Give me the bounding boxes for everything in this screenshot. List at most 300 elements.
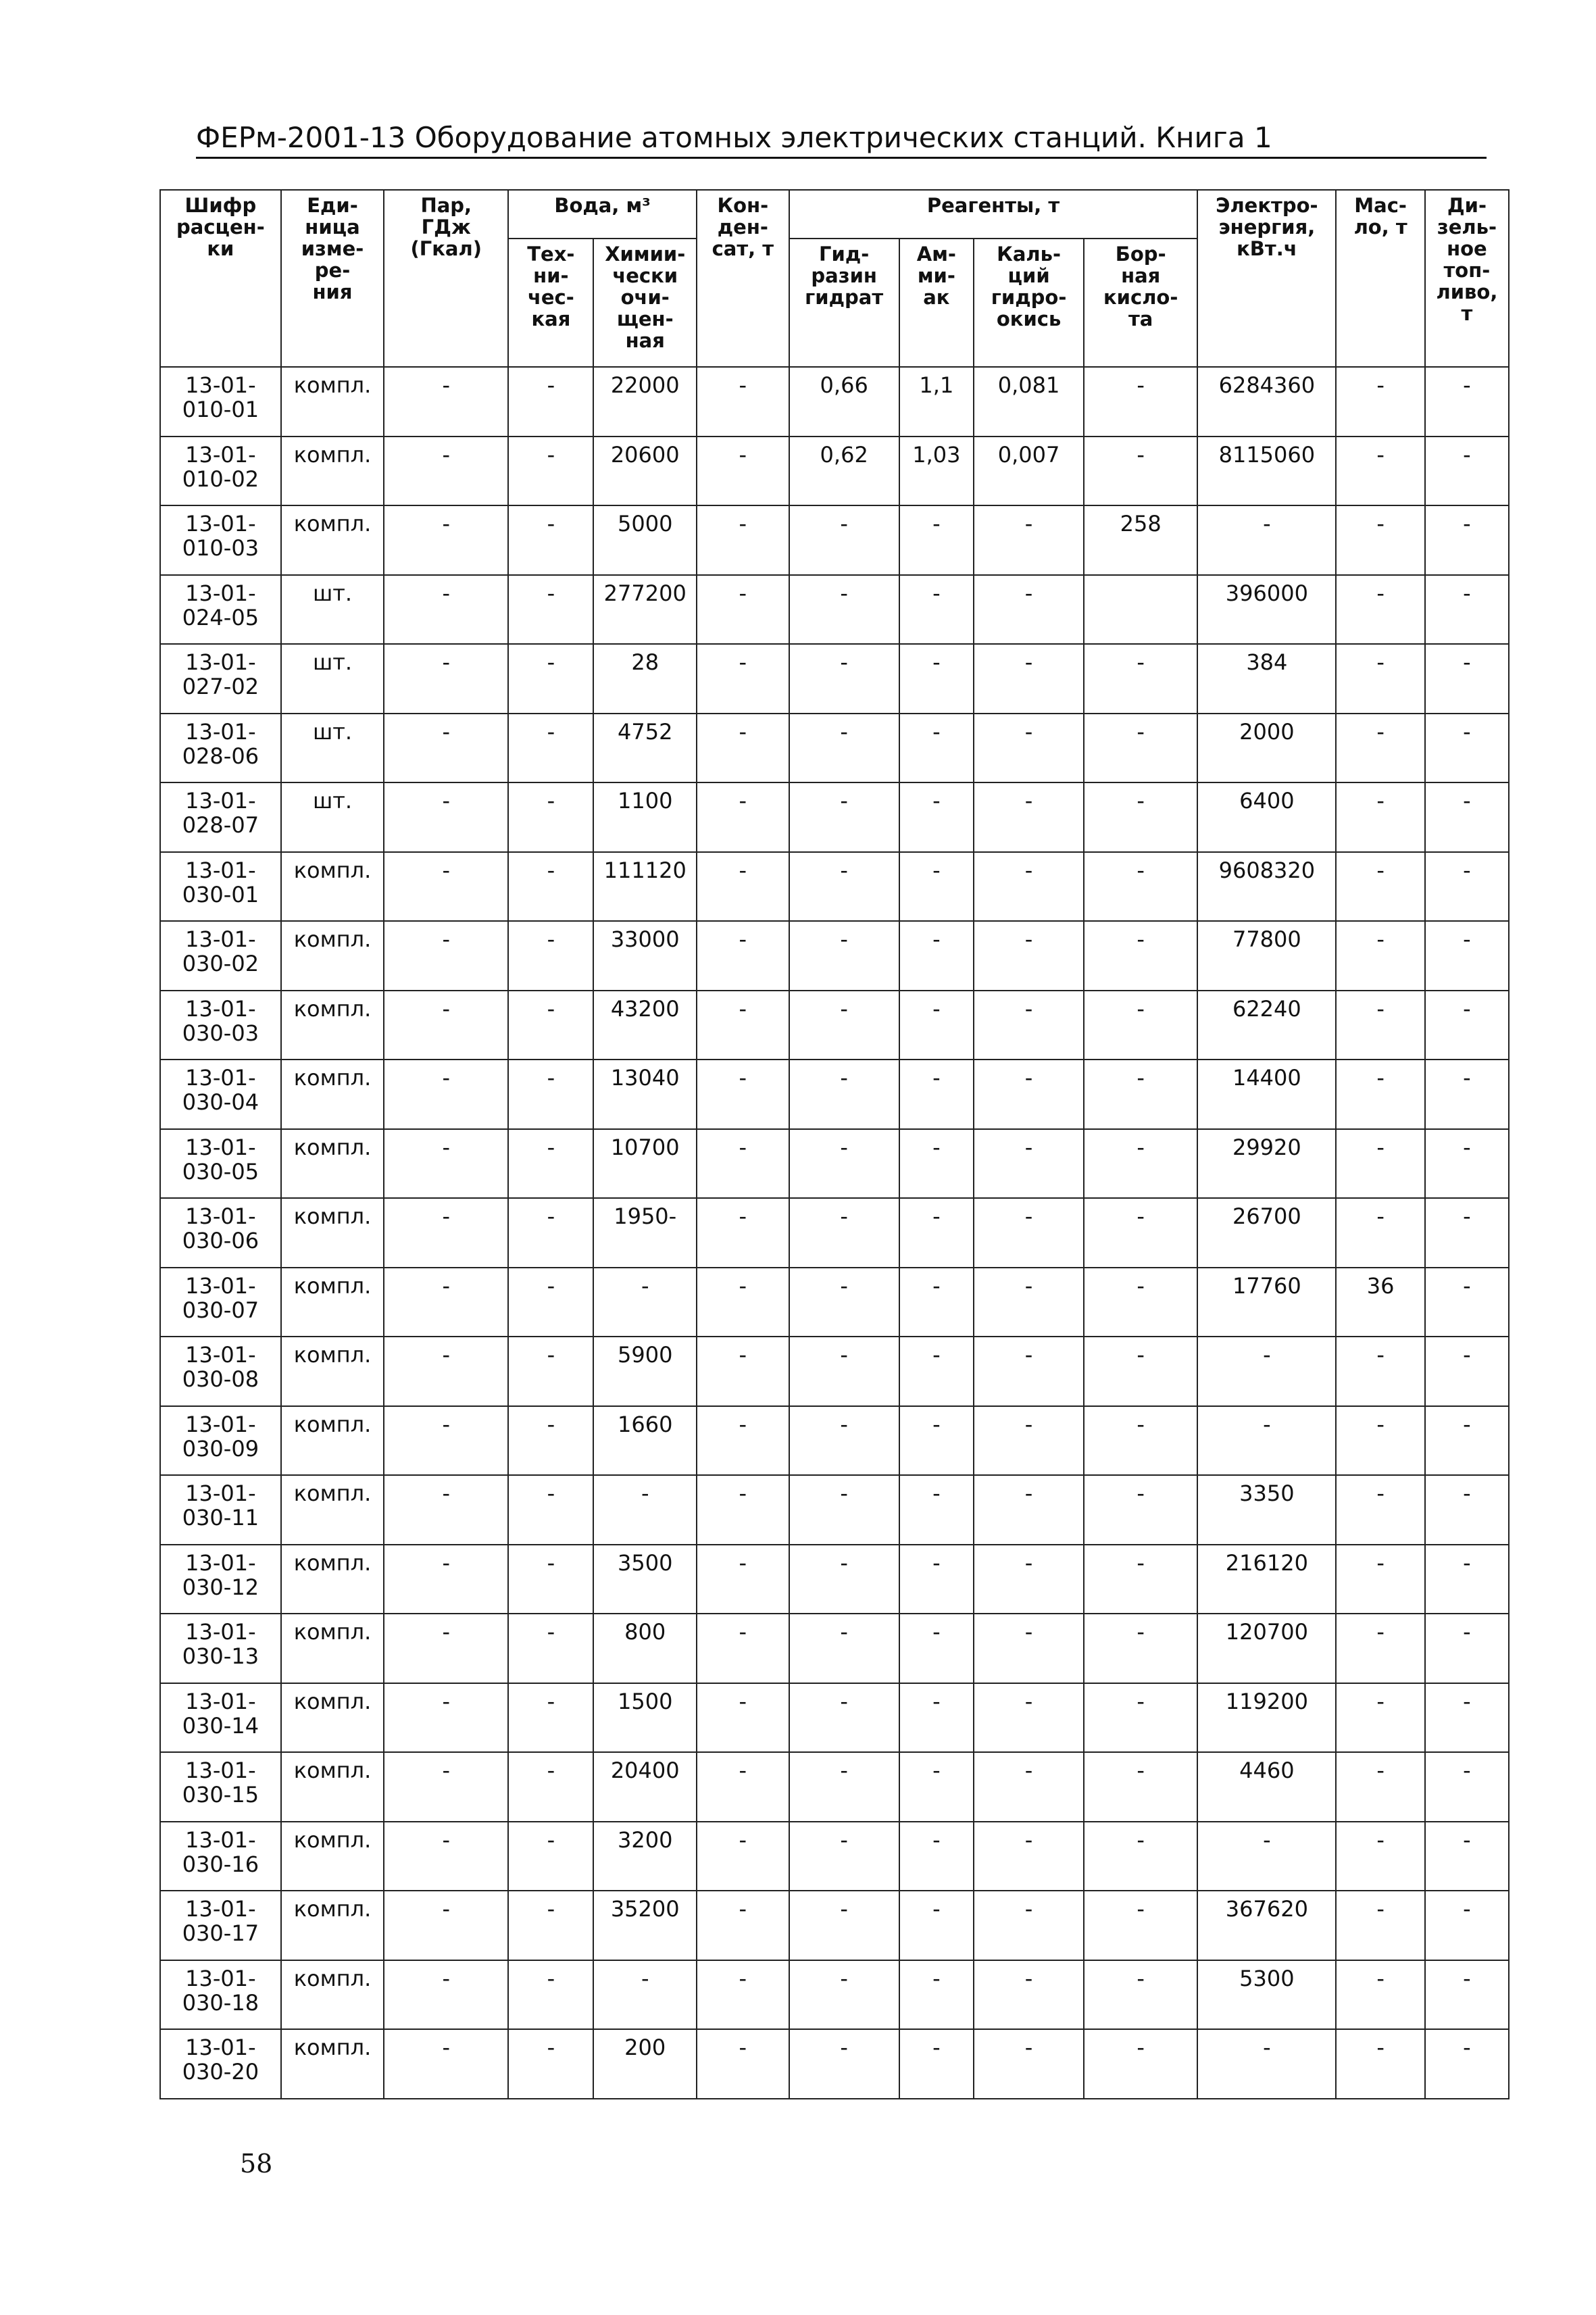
- steam-cell: -: [384, 1475, 508, 1545]
- calcium-cell: -: [974, 852, 1084, 922]
- diesel-cell: -: [1425, 1752, 1509, 1822]
- electricity-cell: 77800: [1197, 921, 1336, 991]
- boric-acid-cell: -: [1084, 2029, 1197, 2099]
- tech-water-cell: -: [508, 505, 593, 575]
- ammonia-cell: -: [899, 921, 974, 991]
- diesel-cell: -: [1425, 575, 1509, 645]
- boric-acid-cell: [1084, 575, 1197, 645]
- table-row: [160, 2029, 1509, 2099]
- chem-water-cell: -: [593, 1960, 697, 2030]
- steam-cell: -: [384, 1683, 508, 1753]
- electricity-cell: 216120: [1197, 1545, 1336, 1614]
- tech-water-cell: -: [508, 714, 593, 783]
- electricity-cell: -: [1197, 1822, 1336, 1891]
- hydrazine-cell: -: [789, 1545, 899, 1614]
- rate-code-cell: 13-01- 030-15: [160, 1752, 281, 1822]
- rate-code-cell: 13-01- 010-03: [160, 505, 281, 575]
- ammonia-cell: -: [899, 1060, 974, 1129]
- oil-cell: -: [1336, 1752, 1424, 1822]
- unit-cell: компл.: [281, 1822, 384, 1891]
- diesel-cell: -: [1425, 1268, 1509, 1337]
- condensate-cell: -: [697, 1337, 789, 1406]
- chem-water-cell: 1100: [593, 782, 697, 852]
- condensate-cell: -: [697, 1060, 789, 1129]
- steam-cell: -: [384, 1545, 508, 1614]
- oil-cell: -: [1336, 1545, 1424, 1614]
- rate-code-cell: 13-01- 010-02: [160, 437, 281, 506]
- steam-cell: -: [384, 852, 508, 922]
- steam-cell: -: [384, 1129, 508, 1199]
- condensate-cell: -: [697, 714, 789, 783]
- boric-acid-cell: -: [1084, 644, 1197, 714]
- condensate-cell: -: [697, 1545, 789, 1614]
- electricity-cell: 120700: [1197, 1614, 1336, 1683]
- tech-water-cell: -: [508, 782, 593, 852]
- electricity-cell: 4460: [1197, 1752, 1336, 1822]
- diesel-cell: -: [1425, 437, 1509, 506]
- boric-acid-cell: -: [1084, 1268, 1197, 1337]
- unit-cell: компл.: [281, 1545, 384, 1614]
- calcium-cell: -: [974, 1475, 1084, 1545]
- unit-cell: компл.: [281, 1475, 384, 1545]
- chem-water-cell: 1660: [593, 1406, 697, 1476]
- table-row: [160, 575, 1509, 645]
- table-body: [160, 367, 1509, 2099]
- chem-water-cell: 277200: [593, 575, 697, 645]
- diesel-cell: -: [1425, 367, 1509, 437]
- hydrazine-cell: -: [789, 1406, 899, 1476]
- tech-water-cell: -: [508, 2029, 593, 2099]
- header-boric: Бор- ная кисло- та: [1084, 239, 1197, 367]
- unit-cell: компл.: [281, 1614, 384, 1683]
- chem-water-cell: 20400: [593, 1752, 697, 1822]
- hydrazine-cell: -: [789, 1060, 899, 1129]
- chem-water-cell: 35200: [593, 1891, 697, 1960]
- oil-cell: -: [1336, 991, 1424, 1060]
- tech-water-cell: -: [508, 1198, 593, 1268]
- unit-cell: компл.: [281, 437, 384, 506]
- boric-acid-cell: -: [1084, 1960, 1197, 2030]
- rate-code-cell: 13-01- 030-07: [160, 1268, 281, 1337]
- chem-water-cell: 3500: [593, 1545, 697, 1614]
- tech-water-cell: -: [508, 1614, 593, 1683]
- rate-code-cell: 13-01- 030-13: [160, 1614, 281, 1683]
- electricity-cell: 384: [1197, 644, 1336, 714]
- tech-water-cell: -: [508, 1475, 593, 1545]
- chem-water-cell: 5000: [593, 505, 697, 575]
- boric-acid-cell: -: [1084, 1822, 1197, 1891]
- unit-cell: компл.: [281, 852, 384, 922]
- boric-acid-cell: -: [1084, 714, 1197, 783]
- hydrazine-cell: -: [789, 1129, 899, 1199]
- hydrazine-cell: -: [789, 714, 899, 783]
- chem-water-cell: 111120: [593, 852, 697, 922]
- rate-code-cell: 13-01- 030-16: [160, 1822, 281, 1891]
- rate-code-cell: 13-01- 030-06: [160, 1198, 281, 1268]
- table-row: [160, 714, 1509, 783]
- rate-code-cell: 13-01- 028-07: [160, 782, 281, 852]
- condensate-cell: -: [697, 1822, 789, 1891]
- boric-acid-cell: -: [1084, 991, 1197, 1060]
- boric-acid-cell: -: [1084, 852, 1197, 922]
- oil-cell: -: [1336, 1337, 1424, 1406]
- table-row: [160, 367, 1509, 437]
- condensate-cell: -: [697, 1891, 789, 1960]
- tech-water-cell: -: [508, 1822, 593, 1891]
- tech-water-cell: -: [508, 437, 593, 506]
- table-row: [160, 991, 1509, 1060]
- header-diesel: Ди- зель- ное топ- ливо, т: [1425, 190, 1509, 367]
- diesel-cell: -: [1425, 1891, 1509, 1960]
- tech-water-cell: -: [508, 575, 593, 645]
- electricity-cell: -: [1197, 1337, 1336, 1406]
- oil-cell: -: [1336, 575, 1424, 645]
- boric-acid-cell: -: [1084, 1891, 1197, 1960]
- table-row: [160, 1129, 1509, 1199]
- oil-cell: -: [1336, 1475, 1424, 1545]
- hydrazine-cell: -: [789, 1752, 899, 1822]
- rate-code-cell: 13-01- 030-05: [160, 1129, 281, 1199]
- oil-cell: -: [1336, 2029, 1424, 2099]
- table-row: [160, 852, 1509, 922]
- ammonia-cell: 1,1: [899, 367, 974, 437]
- condensate-cell: -: [697, 1198, 789, 1268]
- hydrazine-cell: -: [789, 1822, 899, 1891]
- ammonia-cell: -: [899, 1891, 974, 1960]
- diesel-cell: -: [1425, 1960, 1509, 2030]
- calcium-cell: -: [974, 1268, 1084, 1337]
- boric-acid-cell: -: [1084, 1129, 1197, 1199]
- oil-cell: -: [1336, 1198, 1424, 1268]
- ammonia-cell: -: [899, 1198, 974, 1268]
- steam-cell: -: [384, 1752, 508, 1822]
- electricity-cell: 6284360: [1197, 367, 1336, 437]
- tech-water-cell: -: [508, 1683, 593, 1753]
- hydrazine-cell: -: [789, 1337, 899, 1406]
- calcium-cell: -: [974, 1198, 1084, 1268]
- unit-cell: компл.: [281, 1198, 384, 1268]
- unit-cell: компл.: [281, 921, 384, 991]
- rate-code-cell: 13-01- 030-17: [160, 1891, 281, 1960]
- calcium-cell: -: [974, 921, 1084, 991]
- rate-code-cell: 13-01- 030-01: [160, 852, 281, 922]
- steam-cell: -: [384, 1337, 508, 1406]
- header-water: Вода, м³: [508, 190, 697, 239]
- condensate-cell: -: [697, 1614, 789, 1683]
- electricity-cell: 29920: [1197, 1129, 1336, 1199]
- ammonia-cell: -: [899, 505, 974, 575]
- ammonia-cell: 1,03: [899, 437, 974, 506]
- header-ammonia: Ам- ми- ак: [899, 239, 974, 367]
- steam-cell: -: [384, 575, 508, 645]
- chem-water-cell: -: [593, 1268, 697, 1337]
- boric-acid-cell: -: [1084, 1060, 1197, 1129]
- steam-cell: -: [384, 367, 508, 437]
- diesel-cell: -: [1425, 1060, 1509, 1129]
- boric-acid-cell: -: [1084, 1198, 1197, 1268]
- ammonia-cell: -: [899, 1545, 974, 1614]
- calcium-cell: -: [974, 575, 1084, 645]
- steam-cell: -: [384, 644, 508, 714]
- tech-water-cell: -: [508, 991, 593, 1060]
- condensate-cell: -: [697, 782, 789, 852]
- unit-cell: шт.: [281, 782, 384, 852]
- diesel-cell: -: [1425, 1337, 1509, 1406]
- calcium-cell: -: [974, 1406, 1084, 1476]
- chem-water-cell: 1950-: [593, 1198, 697, 1268]
- hydrazine-cell: -: [789, 505, 899, 575]
- electricity-cell: 3350: [1197, 1475, 1336, 1545]
- hydrazine-cell: -: [789, 852, 899, 922]
- hydrazine-cell: 0,66: [789, 367, 899, 437]
- tech-water-cell: -: [508, 1752, 593, 1822]
- chem-water-cell: 5900: [593, 1337, 697, 1406]
- ammonia-cell: -: [899, 1960, 974, 2030]
- oil-cell: -: [1336, 1614, 1424, 1683]
- steam-cell: -: [384, 1822, 508, 1891]
- oil-cell: -: [1336, 505, 1424, 575]
- condensate-cell: -: [697, 1268, 789, 1337]
- condensate-cell: -: [697, 1129, 789, 1199]
- table-row: [160, 1060, 1509, 1129]
- rate-code-cell: 13-01- 030-14: [160, 1683, 281, 1753]
- diesel-cell: -: [1425, 852, 1509, 922]
- table-row: [160, 1614, 1509, 1683]
- diesel-cell: -: [1425, 1545, 1509, 1614]
- header-reagents: Реагенты, т: [789, 190, 1198, 239]
- steam-cell: -: [384, 1060, 508, 1129]
- diesel-cell: -: [1425, 1683, 1509, 1753]
- diesel-cell: -: [1425, 644, 1509, 714]
- electricity-cell: 8115060: [1197, 437, 1336, 506]
- oil-cell: -: [1336, 1891, 1424, 1960]
- condensate-cell: -: [697, 1752, 789, 1822]
- rate-code-cell: 13-01- 030-09: [160, 1406, 281, 1476]
- rate-code-cell: 13-01- 030-08: [160, 1337, 281, 1406]
- electricity-cell: 17760: [1197, 1268, 1336, 1337]
- ammonia-cell: -: [899, 1614, 974, 1683]
- ammonia-cell: -: [899, 1752, 974, 1822]
- hydrazine-cell: -: [789, 575, 899, 645]
- calcium-cell: 0,081: [974, 367, 1084, 437]
- diesel-cell: -: [1425, 1614, 1509, 1683]
- diesel-cell: -: [1425, 1822, 1509, 1891]
- steam-cell: -: [384, 714, 508, 783]
- ammonia-cell: -: [899, 1268, 974, 1337]
- hydrazine-cell: -: [789, 1683, 899, 1753]
- hydrazine-cell: -: [789, 1891, 899, 1960]
- calcium-cell: -: [974, 1683, 1084, 1753]
- unit-cell: компл.: [281, 1406, 384, 1476]
- tech-water-cell: -: [508, 1960, 593, 2030]
- boric-acid-cell: -: [1084, 1614, 1197, 1683]
- unit-cell: компл.: [281, 1060, 384, 1129]
- electricity-cell: -: [1197, 1406, 1336, 1476]
- electricity-cell: 119200: [1197, 1683, 1336, 1753]
- ammonia-cell: -: [899, 782, 974, 852]
- oil-cell: -: [1336, 644, 1424, 714]
- condensate-cell: -: [697, 644, 789, 714]
- steam-cell: -: [384, 1268, 508, 1337]
- rate-code-cell: 13-01- 030-04: [160, 1060, 281, 1129]
- electricity-cell: -: [1197, 2029, 1336, 2099]
- steam-cell: -: [384, 921, 508, 991]
- ammonia-cell: -: [899, 1337, 974, 1406]
- condensate-cell: -: [697, 505, 789, 575]
- header-water-chem: Химии- чески очи- щен- ная: [593, 239, 697, 367]
- calcium-cell: -: [974, 1060, 1084, 1129]
- calcium-cell: -: [974, 2029, 1084, 2099]
- diesel-cell: -: [1425, 782, 1509, 852]
- rate-code-cell: 13-01- 030-18: [160, 1960, 281, 2030]
- diesel-cell: -: [1425, 921, 1509, 991]
- oil-cell: -: [1336, 1960, 1424, 2030]
- chem-water-cell: 3200: [593, 1822, 697, 1891]
- hydrazine-cell: -: [789, 1268, 899, 1337]
- chem-water-cell: 22000: [593, 367, 697, 437]
- unit-cell: шт.: [281, 714, 384, 783]
- table-row: [160, 1268, 1509, 1337]
- steam-cell: -: [384, 1614, 508, 1683]
- ammonia-cell: -: [899, 1475, 974, 1545]
- chem-water-cell: 13040: [593, 1060, 697, 1129]
- condensate-cell: -: [697, 1475, 789, 1545]
- boric-acid-cell: -: [1084, 1752, 1197, 1822]
- chem-water-cell: 10700: [593, 1129, 697, 1199]
- calcium-cell: -: [974, 1129, 1084, 1199]
- hydrazine-cell: -: [789, 991, 899, 1060]
- hydrazine-cell: 0,62: [789, 437, 899, 506]
- oil-cell: -: [1336, 1060, 1424, 1129]
- chem-water-cell: 43200: [593, 991, 697, 1060]
- rate-code-cell: 13-01- 028-06: [160, 714, 281, 783]
- diesel-cell: -: [1425, 991, 1509, 1060]
- unit-cell: компл.: [281, 1960, 384, 2030]
- steam-cell: -: [384, 991, 508, 1060]
- electricity-cell: 367620: [1197, 1891, 1336, 1960]
- rate-code-cell: 13-01- 027-02: [160, 644, 281, 714]
- diesel-cell: -: [1425, 1406, 1509, 1476]
- diesel-cell: -: [1425, 1198, 1509, 1268]
- condensate-cell: -: [697, 852, 789, 922]
- oil-cell: -: [1336, 1822, 1424, 1891]
- diesel-cell: -: [1425, 1475, 1509, 1545]
- condensate-cell: -: [697, 1683, 789, 1753]
- chem-water-cell: 800: [593, 1614, 697, 1683]
- rate-code-cell: 13-01- 030-02: [160, 921, 281, 991]
- calcium-cell: -: [974, 991, 1084, 1060]
- steam-cell: -: [384, 2029, 508, 2099]
- oil-cell: -: [1336, 852, 1424, 922]
- unit-cell: компл.: [281, 1268, 384, 1337]
- electricity-cell: 6400: [1197, 782, 1336, 852]
- boric-acid-cell: -: [1084, 921, 1197, 991]
- ammonia-cell: -: [899, 1683, 974, 1753]
- header-electricity: Электро- энергия, кВт.ч: [1197, 190, 1336, 367]
- hydrazine-cell: -: [789, 1475, 899, 1545]
- chem-water-cell: -: [593, 1475, 697, 1545]
- calcium-cell: -: [974, 1960, 1084, 2030]
- ammonia-cell: -: [899, 714, 974, 783]
- condensate-cell: -: [697, 991, 789, 1060]
- ammonia-cell: -: [899, 852, 974, 922]
- oil-cell: -: [1336, 437, 1424, 506]
- unit-cell: компл.: [281, 367, 384, 437]
- header-steam: Пар, ГДж (Гкал): [384, 190, 508, 367]
- unit-cell: компл.: [281, 505, 384, 575]
- calcium-cell: -: [974, 1337, 1084, 1406]
- ammonia-cell: -: [899, 1406, 974, 1476]
- calcium-cell: -: [974, 1545, 1084, 1614]
- calcium-cell: -: [974, 1891, 1084, 1960]
- diesel-cell: -: [1425, 505, 1509, 575]
- hydrazine-cell: -: [789, 644, 899, 714]
- chem-water-cell: 20600: [593, 437, 697, 506]
- table-row: [160, 1475, 1509, 1545]
- boric-acid-cell: -: [1084, 1545, 1197, 1614]
- condensate-cell: -: [697, 1406, 789, 1476]
- rate-code-cell: 13-01- 030-12: [160, 1545, 281, 1614]
- hydrazine-cell: -: [789, 2029, 899, 2099]
- ammonia-cell: -: [899, 644, 974, 714]
- unit-cell: компл.: [281, 991, 384, 1060]
- table-row: [160, 1752, 1509, 1822]
- calcium-cell: -: [974, 782, 1084, 852]
- condensate-cell: -: [697, 575, 789, 645]
- steam-cell: -: [384, 1406, 508, 1476]
- rate-code-cell: 13-01- 030-20: [160, 2029, 281, 2099]
- hydrazine-cell: -: [789, 1198, 899, 1268]
- table-row: [160, 782, 1509, 852]
- unit-cell: компл.: [281, 2029, 384, 2099]
- tech-water-cell: -: [508, 1891, 593, 1960]
- tech-water-cell: -: [508, 1337, 593, 1406]
- electricity-cell: 14400: [1197, 1060, 1336, 1129]
- oil-cell: -: [1336, 921, 1424, 991]
- table-row: [160, 1891, 1509, 1960]
- header-oil: Мас- ло, т: [1336, 190, 1424, 367]
- calcium-cell: 0,007: [974, 437, 1084, 506]
- steam-cell: -: [384, 437, 508, 506]
- electricity-cell: 396000: [1197, 575, 1336, 645]
- table-row: [160, 1545, 1509, 1614]
- header-water-tech: Тех- ни- чес- кая: [508, 239, 593, 367]
- unit-cell: шт.: [281, 575, 384, 645]
- header-calcium: Каль- ций гидро- окись: [974, 239, 1084, 367]
- table-row: [160, 1337, 1509, 1406]
- resource-norms-table: [159, 189, 1510, 2099]
- oil-cell: -: [1336, 714, 1424, 783]
- tech-water-cell: -: [508, 1268, 593, 1337]
- ammonia-cell: -: [899, 1822, 974, 1891]
- electricity-cell: 5300: [1197, 1960, 1336, 2030]
- condensate-cell: -: [697, 367, 789, 437]
- boric-acid-cell: -: [1084, 1406, 1197, 1476]
- calcium-cell: -: [974, 714, 1084, 783]
- ammonia-cell: -: [899, 991, 974, 1060]
- ammonia-cell: -: [899, 2029, 974, 2099]
- header-unit: Еди- ница изме- ре- ния: [281, 190, 384, 367]
- table-row: [160, 1198, 1509, 1268]
- chem-water-cell: 200: [593, 2029, 697, 2099]
- header-condensate: Кон- ден- сат, т: [697, 190, 789, 367]
- rate-code-cell: 13-01- 024-05: [160, 575, 281, 645]
- calcium-cell: -: [974, 644, 1084, 714]
- electricity-cell: -: [1197, 505, 1336, 575]
- diesel-cell: -: [1425, 714, 1509, 783]
- table-row: [160, 644, 1509, 714]
- oil-cell: -: [1336, 1129, 1424, 1199]
